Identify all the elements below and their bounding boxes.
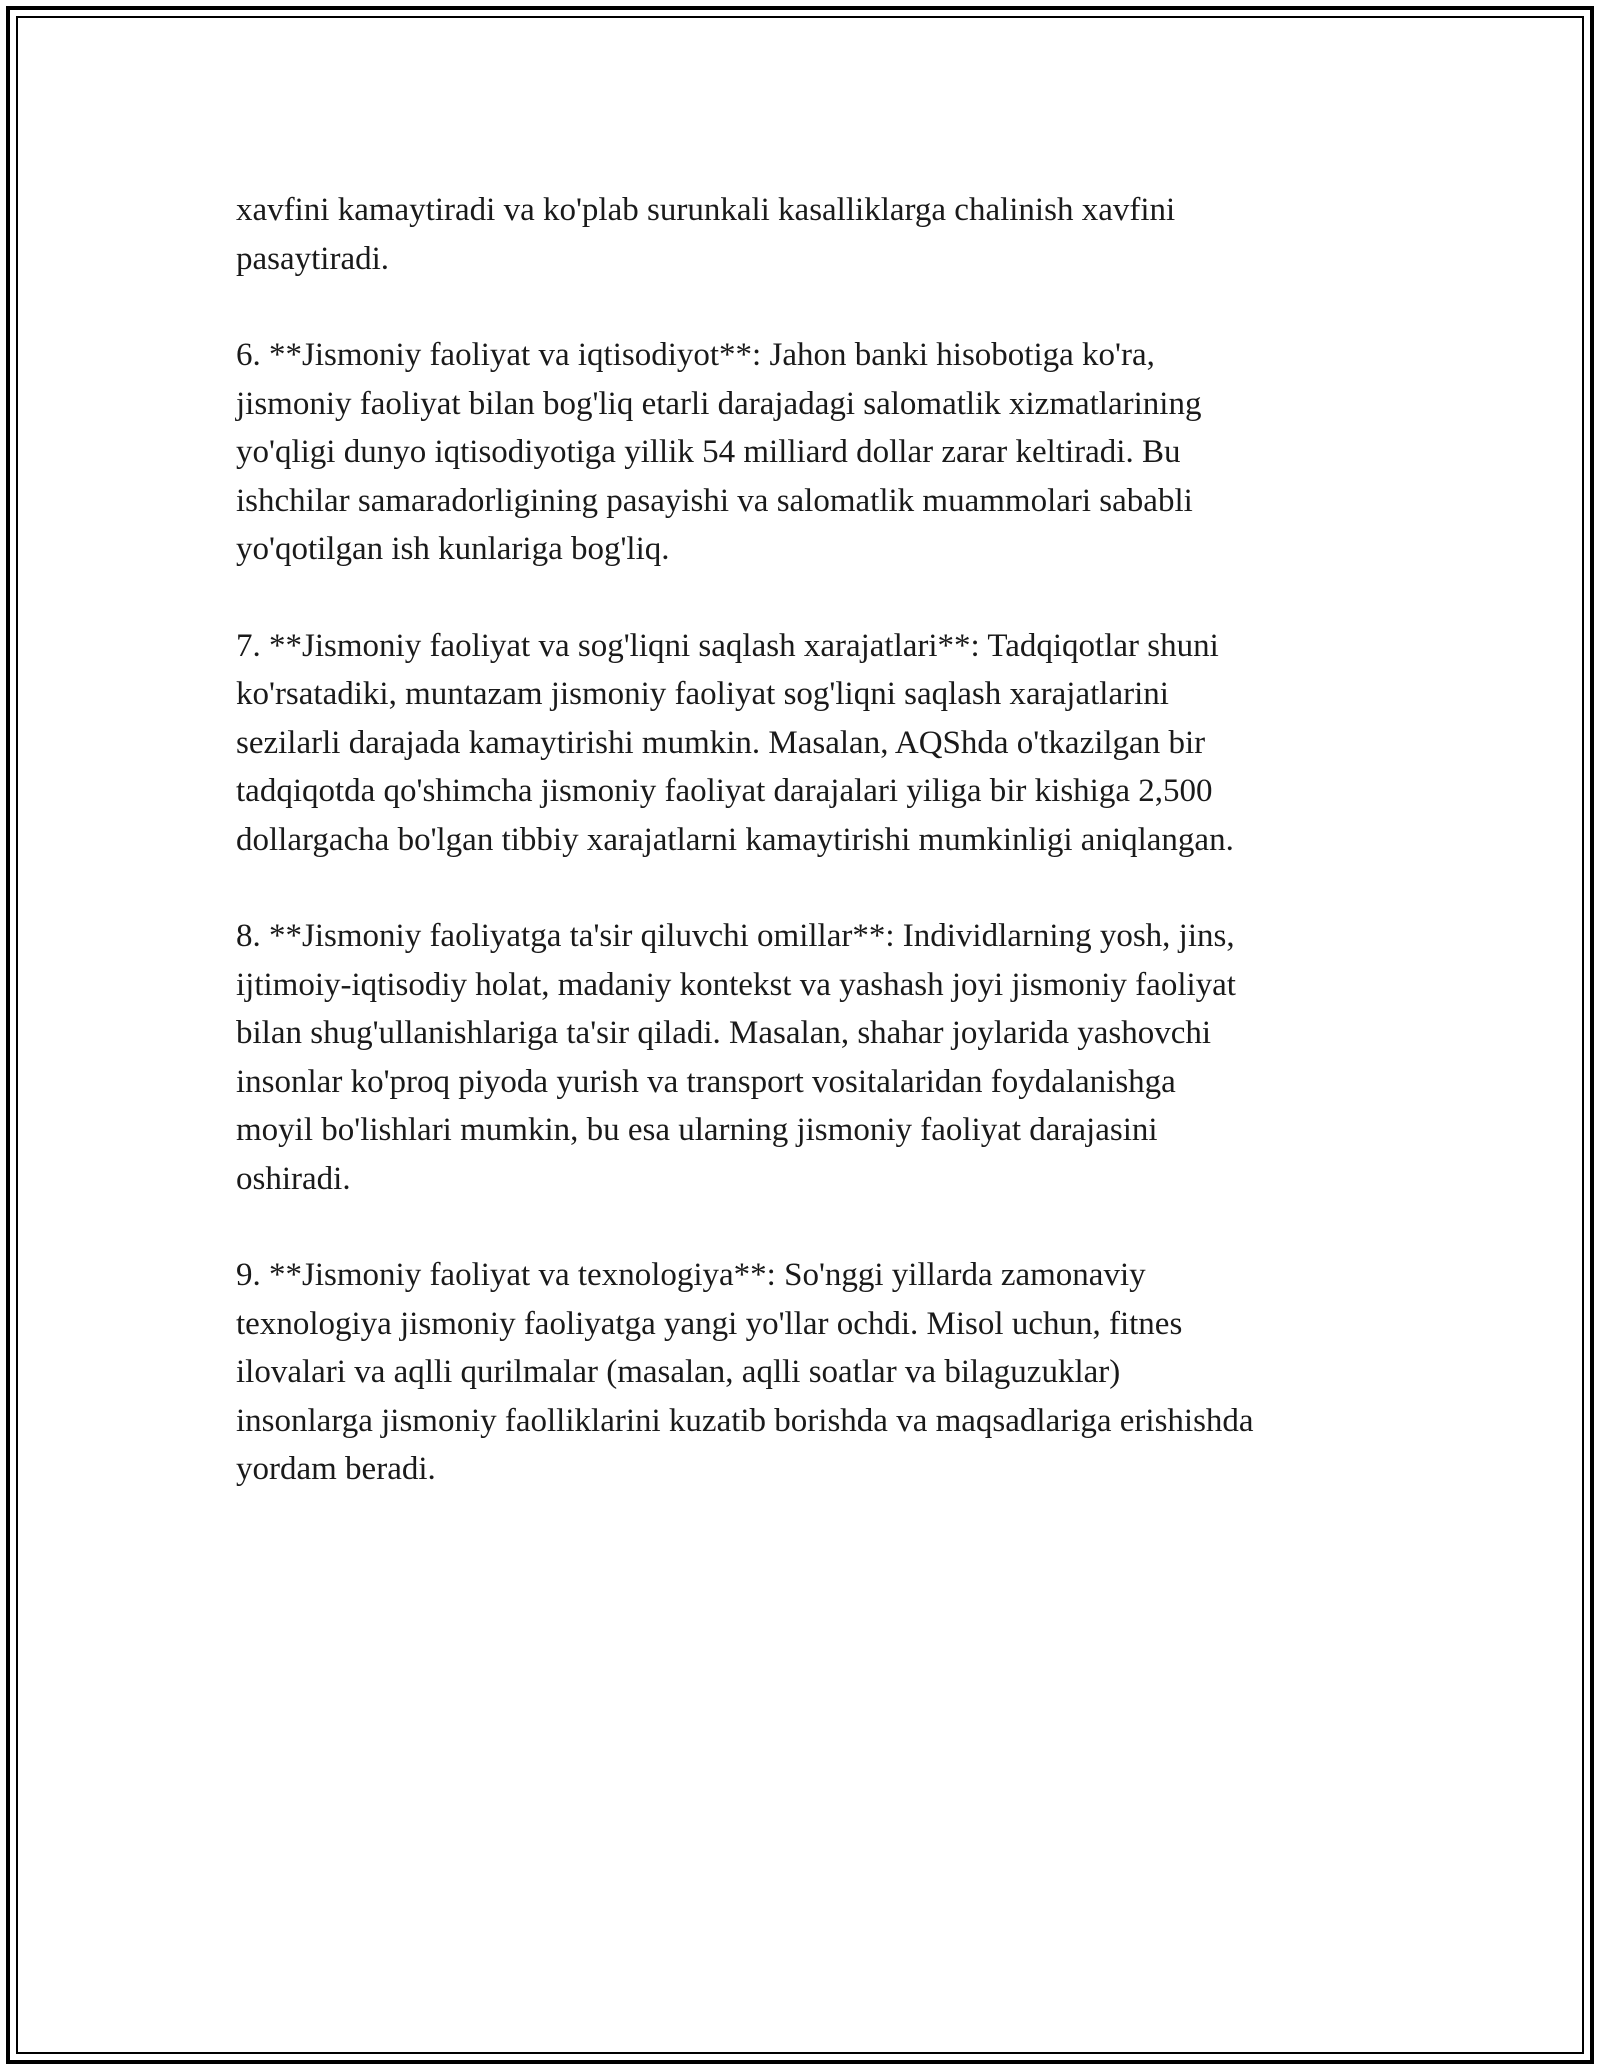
paragraph-item-9: 9. **Jismoniy faoliyat va texnologiya**: So'nggi yillarda zamonaviy texnologiya jismoniy faoliyatga yangi yo'llar ochdi. Misol uchun, fitnes ilovalari va aqlli qurilmalar (masalan, aqlli soatlar va bilaguzuklar) insonlarga jismoniy faolliklarini kuzatib borishda va maqsadlariga erishishda yordam beradi.	[236, 1257, 1254, 1487]
paragraph-item-6: 6. **Jismoniy faoliyat va iqtisodiyot**: Jahon banki hisobotiga ko'ra, jismoniy faoliyat bilan bog'liq etarli darajadagi salomatlik xizmatlarining yo'qligi dunyo iqtisodiyotiga yillik 54 milliard dollar zarar keltiradi. Bu ishchilar samaradorligining pasayishi va salomatlik muammolari sababli yo'qotilgan ish kunlariga bog'liq.	[236, 337, 1202, 567]
paragraph-continuation: xavfini kamaytiradi va ko'plab surunkali kasalliklarga chalinish xavfini pasaytiradi.	[236, 192, 1176, 277]
paragraph-item-8: 8. **Jismoniy faoliyatga ta'sir qiluvchi omillar**: Individlarning yosh, jins, ijtimoiy-iqtisodiy holat, madaniy kontekst va yashash joyi jismoniy faoliyat bilan shug'ullanishlariga ta'sir qiladi. Masalan, shahar joylarida yashovchi insonlar ko'proq piyoda yurish va transport vositalaridan foydalanishga moyil bo'lishlari mumkin, bu esa ularning jismoniy faoliyat darajasini oshiradi.	[236, 918, 1236, 1197]
document-body	[236, 186, 1386, 1542]
paragraph-item-7: 7. **Jismoniy faoliyat va sog'liqni saqlash xarajatlari**: Tadqiqotlar shuni ko'rsatadiki, muntazam jismoniy faoliyat sog'liqni saqlash xarajatlarini sezilarli darajada kamaytirishi mumkin. Masalan, AQShda o'tkazilgan bir tadqiqotda qo'shimcha jismoniy faoliyat darajalari yiliga bir kishiga 2,500 dollargacha bo'lgan tibbiy xarajatlarni kamaytirishi mumkinligi aniqlangan.	[236, 627, 1234, 858]
